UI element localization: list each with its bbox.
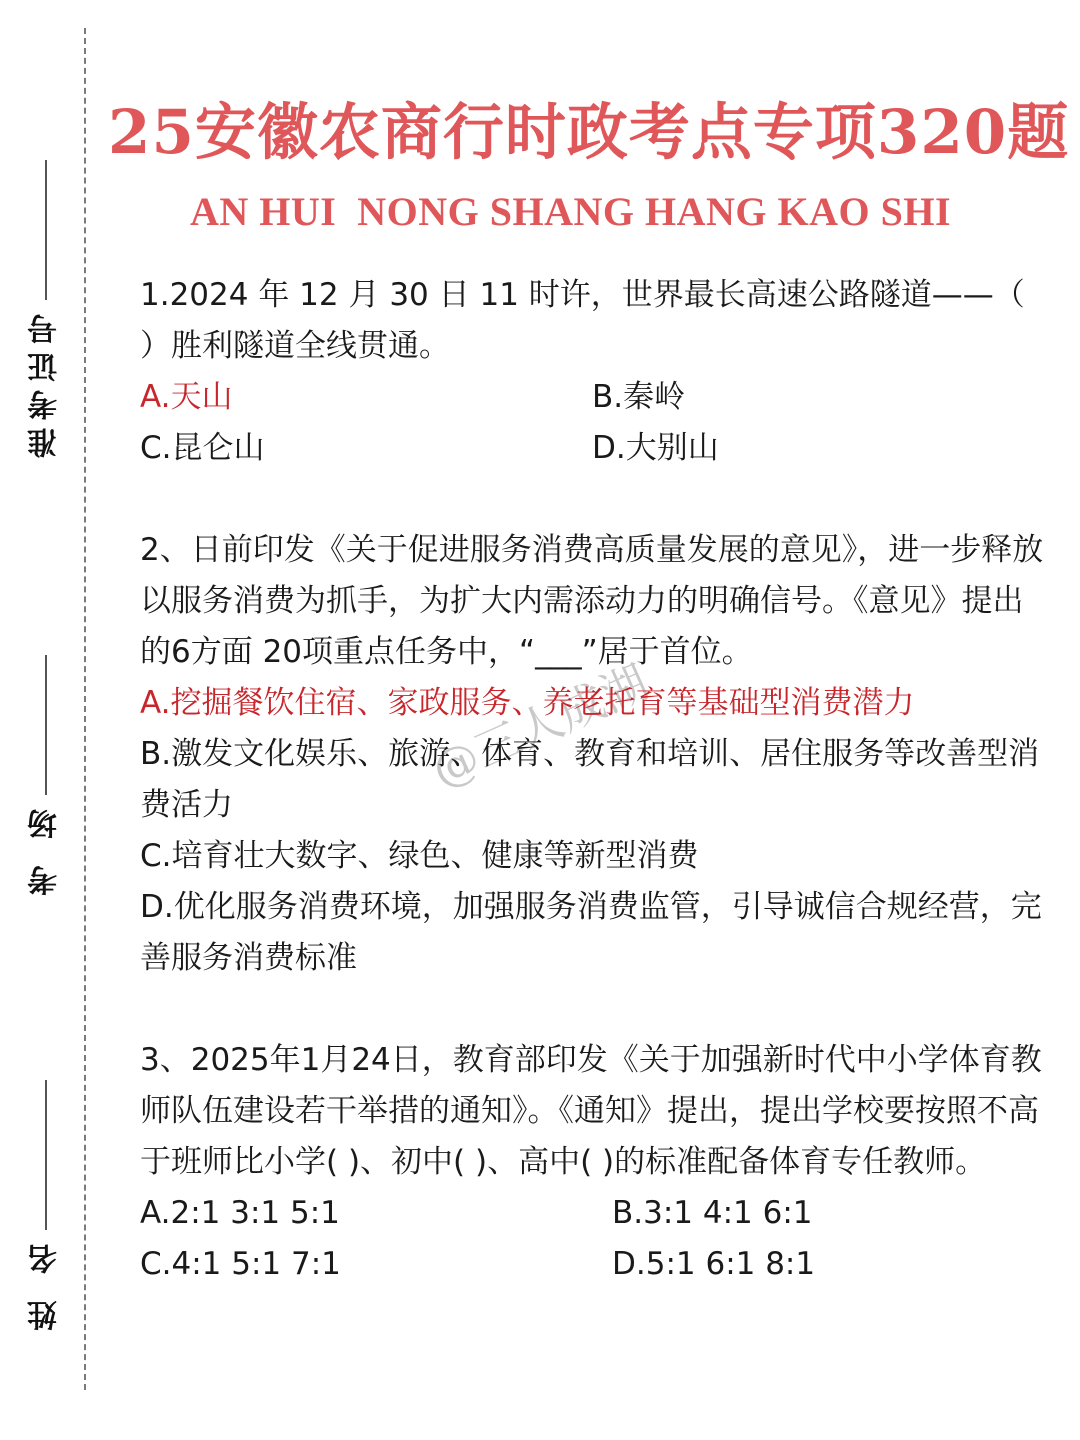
stub-field-exam-id (22, 160, 70, 458)
option-a: A.2:1 3:1 5:1 (140, 1195, 340, 1231)
page-title: 25安徽农商行时政考点专项320题 (108, 97, 1070, 168)
option-b: B.秦岭 (592, 379, 686, 415)
stub-field-name (22, 1080, 70, 1330)
stub-dashed-cut-line (84, 28, 86, 1390)
watermark: @三人成湖 (423, 654, 656, 798)
stub-underline (45, 655, 47, 795)
question-2 (140, 525, 1045, 984)
option-a-correct: A.天山 (140, 379, 233, 415)
question-list (140, 270, 1045, 1290)
option-grid (140, 1188, 1045, 1290)
question-stem: 2、日前印发《关于促进服务消费高质量发展的意见》，进一步释放以服务消费为抓手，为扩大内需添动力的明确信号。《意见》提出的6方面 20项重点任务中，“___”居于首位。 (140, 532, 1044, 670)
option-d: D.优化服务消费环境，加强服务消费监管，引导诚信合规经营，完善服务消费标准 (140, 889, 1042, 976)
question-stem: 3、2025年1月24日，教育部印发《关于加强新时代中小学体育教师队伍建设若干举措的通知》。《通知》提出，提出学校要按照不高于班师比小学( )、初中( )、高中( )的标准配备体育专任教师。 (140, 1042, 1042, 1180)
stub-label-exam-room: 考 场 (28, 801, 63, 896)
question-1 (140, 270, 1045, 474)
option-a-correct: A.挖掘餐饮住宿、家政服务、养老托育等基础型消费潜力 (140, 685, 915, 721)
option-b: B.激发文化娱乐、旅游、体育、教育和培训、居住服务等改善型消费活力 (140, 736, 1040, 823)
option-d: D.大别山 (592, 430, 719, 466)
page-subtitle: AN HUI NONG SHANG HANG KAO SHI (189, 189, 952, 234)
option-grid (140, 372, 1045, 474)
stub-label-name: 姓 名 (28, 1236, 63, 1331)
stub-label-exam-id: 准考证号 (28, 306, 63, 458)
option-d: D.5:1 6:1 8:1 (612, 1246, 816, 1282)
question-3 (140, 1035, 1045, 1290)
option-b: B.3:1 4:1 6:1 (612, 1195, 813, 1231)
option-c: C.昆仑山 (140, 430, 265, 466)
option-c: C.培育壮大数字、绿色、健康等新型消费 (140, 838, 699, 874)
stub-field-exam-room (22, 655, 70, 895)
stub-underline (45, 1080, 47, 1230)
question-stem: 1.2024 年 12 月 30 日 11 时许，世界最长高速公路隧道——（ ）胜利隧道全线贯通。 (140, 277, 1025, 364)
option-c: C.4:1 5:1 7:1 (140, 1246, 341, 1282)
stub-underline (45, 160, 47, 300)
